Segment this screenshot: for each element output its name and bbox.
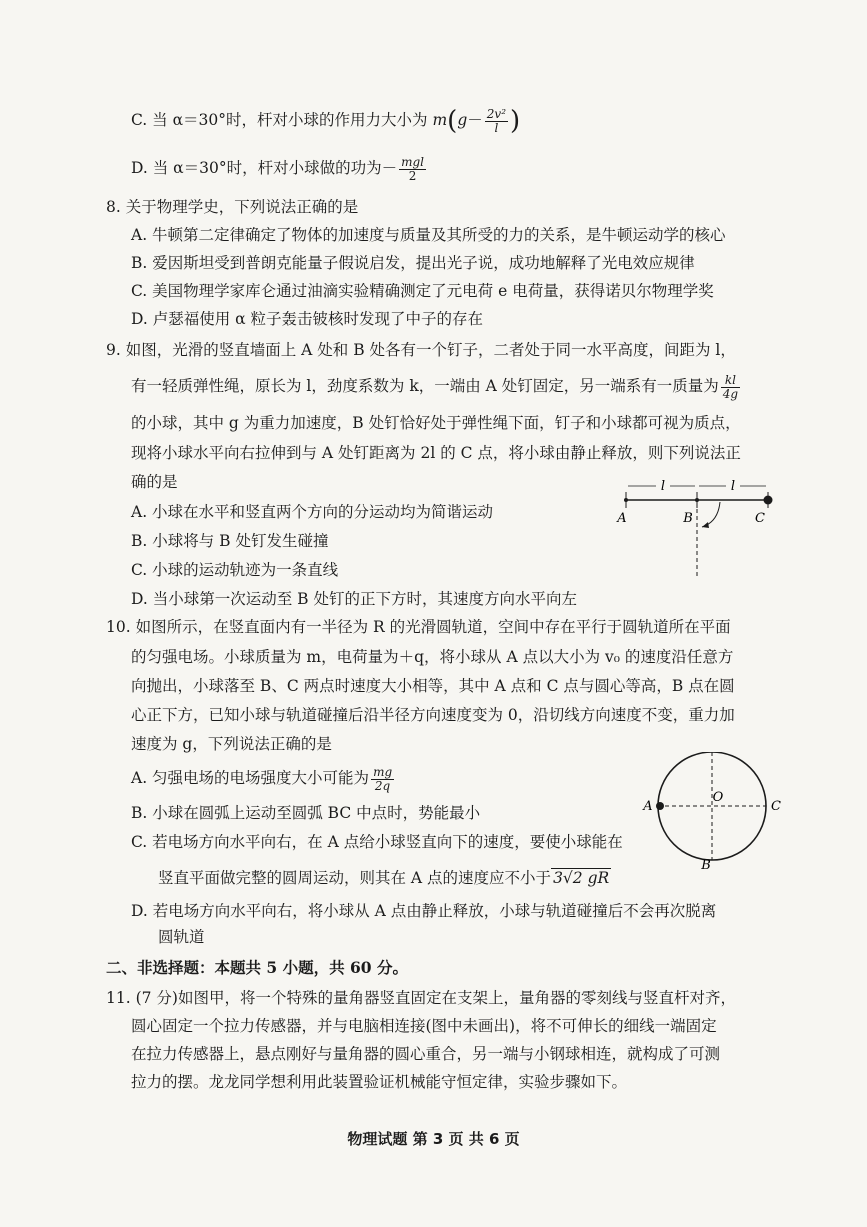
q10-option-d-1: D. 若电场方向水平向右，将小球从 A 点由静止释放，小球与轨道碰撞后不会再次脱离 (131, 902, 717, 920)
q11-line-2: 圆心固定一个拉力传感器，并与电脑相连接(图中未画出)，将不可伸长的细线一端固定 (131, 1017, 717, 1035)
q9-line-2 (131, 368, 742, 404)
right-paren: ) (510, 106, 521, 136)
label-c: C (755, 511, 765, 526)
q7-option-d (131, 151, 428, 185)
q9-figure (612, 470, 782, 582)
q9-option-d: D. 当小球第一次运动至 B 处钉的正下方时，其速度方向水平向左 (131, 590, 577, 608)
label-b: B (701, 858, 711, 872)
fraction-denominator: 2q (374, 778, 391, 793)
q10-sqrt-expression: 3√2 gR (553, 869, 610, 887)
q11-line-4: 拉力的摆。龙龙同学想利用此装置验证机械能守恒定律，实验步骤如下。 (131, 1073, 628, 1091)
q8-option-c: C. 美国物理学家库仑通过油滴实验精确测定了元电荷 e 电荷量，获得诺贝尔物理学奖 (131, 282, 714, 300)
q10-line-2: 的匀强电场。小球质量为 m，电荷量为＋q，将小球从 A 点以大小为 v₀ 的速度沿任意方 (131, 648, 734, 666)
fraction-denominator: 4g (722, 386, 739, 401)
q10-option-c-2 (158, 867, 611, 889)
q11-line-1: 11. (7 分)如图甲，将一个特殊的量角器竖直固定在支架上，量角器的零刻线与竖直杆对齐， (106, 989, 736, 1007)
label-a: A (617, 511, 627, 526)
q10-figure (640, 752, 790, 872)
page-footer: 物理试题 第 3 页 共 6 页 (347, 1130, 520, 1148)
nail-a (624, 498, 628, 502)
q11-line-3: 在拉力传感器上，悬点刚好与量角器的圆心重合，另一端与小钢球相连，就构成了可测 (131, 1045, 721, 1063)
q7-option-d-fraction (399, 156, 426, 183)
q10-option-a (131, 760, 396, 796)
q7-option-c-minus: － (467, 111, 483, 129)
q7-option-c (131, 103, 520, 137)
q9-line-1: 9. 如图，光滑的竖直墙面上 A 处和 B 处各有一个钉子，二者处于同一水平高度，间距为 l， (106, 341, 736, 359)
q10-option-c-2-text: 竖直平面做完整的圆周运动，则其在 A 点的速度应不小于 (158, 869, 552, 887)
q10-line-5: 速度为 g，下列说法正确的是 (131, 735, 332, 753)
q9-option-b: B. 小球将与 B 处钉发生碰撞 (131, 532, 329, 550)
q8-option-d: D. 卢瑟福使用 α 粒子轰击铍核时发现了中子的存在 (131, 310, 484, 328)
q9-line-5: 确的是 (131, 473, 178, 491)
label-c: C (771, 799, 781, 814)
segment-label-l1: l (660, 479, 666, 494)
q8-stem: 8. 关于物理学史，下列说法正确的是 (106, 198, 359, 216)
section-2-heading: 二、非选择题：本题共 5 小题，共 60 分。 (106, 958, 408, 977)
q9-option-c: C. 小球的运动轨迹为一条直线 (131, 561, 339, 579)
q7-option-c-fraction (485, 108, 508, 135)
q10-option-d-2: 圆轨道 (158, 928, 205, 946)
q7-option-d-text: D. 当 α＝30°时，杆对小球做的功为－ (131, 159, 398, 177)
fraction-denominator: 2 (408, 168, 417, 183)
q10-line-1: 10. 如图所示，在竖直面内有一半径为 R 的光滑圆轨道，空间中存在平行于圆轨道所在平面 (106, 618, 731, 636)
arrow-head (702, 522, 709, 528)
q9-line-3: 的小球，其中 g 为重力加速度，B 处钉恰好处于弹性绳下面，钉子和小球都可视为质点， (131, 414, 741, 432)
q10-option-b: B. 小球在圆弧上运动至圆弧 BC 中点时，势能最小 (131, 804, 481, 822)
fraction-numerator: mg (373, 764, 393, 779)
q10-option-c-1: C. 若电场方向水平向右，在 A 点给小球竖直向下的速度，要使小球能在 (131, 833, 623, 851)
q7-option-c-text: C. 当 α＝30°时，杆对小球的作用力大小为 (131, 111, 433, 129)
q10-option-a-fraction (371, 766, 394, 793)
ball-at-a (656, 802, 664, 810)
label-o: O (712, 790, 724, 805)
q10-line-4: 心正下方，已知小球与轨道碰撞后沿半径方向速度变为 0，沿切线方向速度不变，重力加 (131, 706, 735, 724)
fraction-numerator: kl (721, 374, 740, 388)
fraction-denominator: l (494, 120, 499, 135)
q9-mass-fraction (721, 374, 740, 401)
segment-label-l2: l (730, 479, 736, 494)
q9-line-2-text: 有一轻质弹性绳，原长为 l，劲度系数为 k，一端由 A 处钉固定，另一端系有一质量为 (131, 377, 719, 395)
q7-option-c-g: g (457, 111, 468, 129)
left-paren: ( (447, 106, 458, 136)
q7-option-c-m: m (432, 111, 448, 129)
label-a: A (643, 799, 653, 814)
nail-b (695, 498, 699, 502)
fraction-numerator: mgl (401, 154, 425, 169)
label-b: B (683, 511, 693, 526)
q10-line-3: 向抛出，小球落至 B、C 两点时速度大小相等，其中 A 点和 C 点与圆心等高，B 点在圆 (131, 677, 735, 695)
fraction-numerator: 2v² (486, 106, 507, 121)
q8-option-b: B. 爱因斯坦受到普朗克能量子假说启发，提出光子说，成功地解释了光电效应规律 (131, 254, 695, 272)
q8-option-a: A. 牛顿第二定律确定了物体的加速度与质量及其所受的力的关系，是牛顿运动学的核心 (131, 226, 726, 244)
ball-c (764, 496, 773, 505)
q9-line-4: 现将小球水平向右拉伸到与 A 处钉距离为 2l 的 C 点，将小球由静止释放，则下列说法正 (131, 444, 741, 462)
q10-option-a-text: A. 匀强电场的电场强度大小可能为 (131, 769, 370, 787)
q9-option-a: A. 小球在水平和竖直两个方向的分运动均为简谐运动 (131, 503, 494, 521)
arc-arrow (702, 502, 720, 527)
